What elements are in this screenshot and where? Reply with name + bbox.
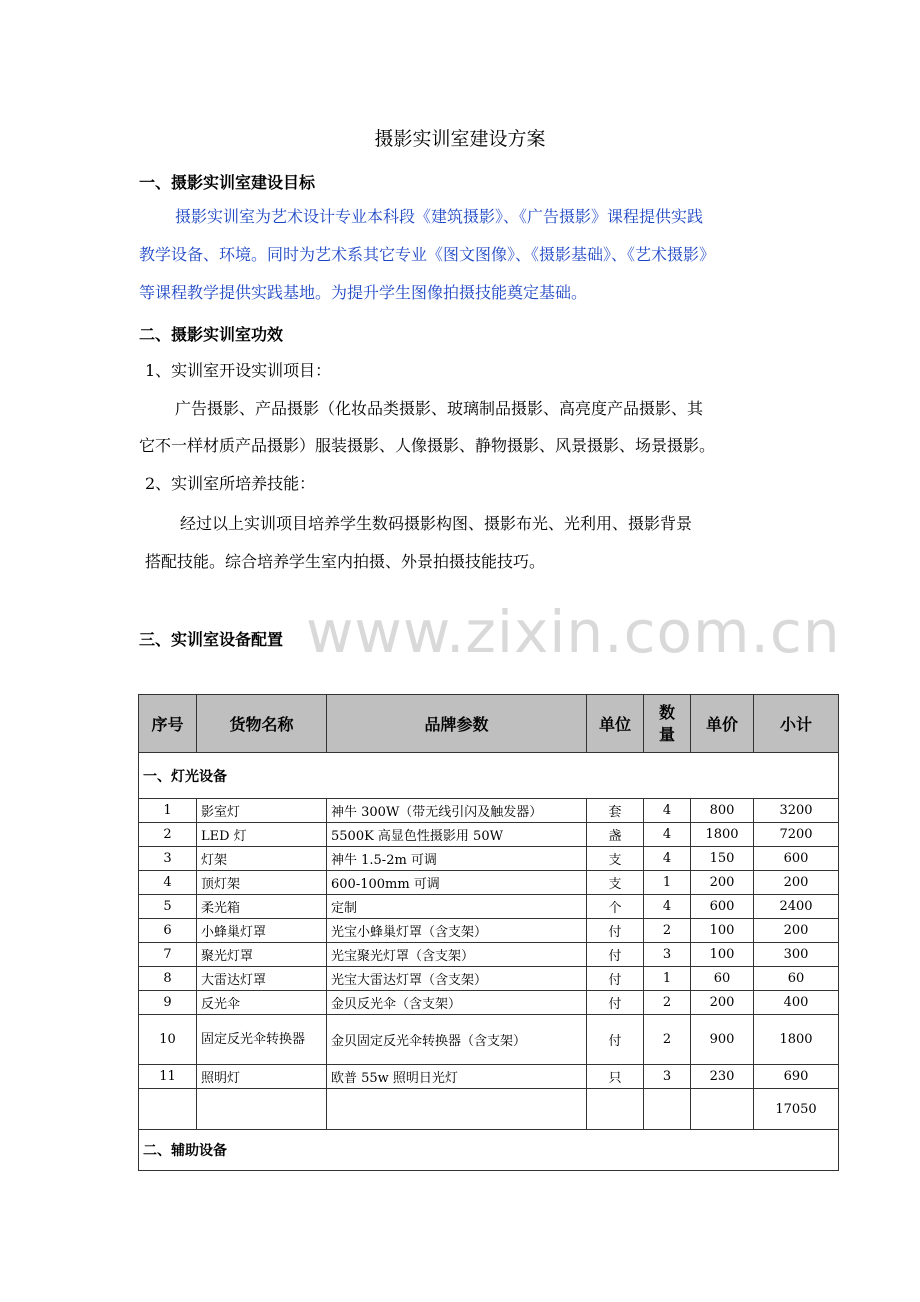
cell-qty: 1 xyxy=(644,967,691,991)
cell-brand: 欧普 55w 照明日光灯 xyxy=(327,1065,587,1089)
cell-name: 柔光箱 xyxy=(197,895,327,919)
cell-unit: 盏 xyxy=(587,823,644,847)
cell-subtotal: 7200 xyxy=(754,823,839,847)
cell-price: 100 xyxy=(691,919,754,943)
cell-subtotal: 600 xyxy=(754,847,839,871)
table-row xyxy=(139,847,839,871)
table-row xyxy=(139,823,839,847)
cell-no: 8 xyxy=(139,967,197,991)
cell-unit: 个 xyxy=(587,895,644,919)
section-1-heading: 一、摄影实训室建设目标 xyxy=(139,173,316,192)
cell-price: 1800 xyxy=(691,823,754,847)
table-row xyxy=(139,1015,839,1065)
cell-unit: 付 xyxy=(587,943,644,967)
cell-name: 大雷达灯罩 xyxy=(197,967,327,991)
table-row xyxy=(139,871,839,895)
cell-price: 900 xyxy=(691,1015,754,1065)
cell-subtotal: 3200 xyxy=(754,799,839,823)
cell-price: 100 xyxy=(691,943,754,967)
cell-subtotal: 200 xyxy=(754,871,839,895)
cell-brand: 神牛 1.5-2m 可调 xyxy=(327,847,587,871)
cell-unit: 只 xyxy=(587,1065,644,1089)
cell-qty: 1 xyxy=(644,871,691,895)
empty-cell xyxy=(587,1089,644,1130)
cell-brand: 金贝反光伞（含支架） xyxy=(327,991,587,1015)
cell-name: 影室灯 xyxy=(197,799,327,823)
cell-price: 600 xyxy=(691,895,754,919)
header-unit: 单位 xyxy=(587,695,644,753)
item-1-title: 1、实训室开设实训项目： xyxy=(145,361,332,380)
table-row xyxy=(139,919,839,943)
cell-name: 反光伞 xyxy=(197,991,327,1015)
cell-subtotal: 1800 xyxy=(754,1015,839,1065)
cell-brand: 光宝大雷达灯罩（含支架） xyxy=(327,967,587,991)
empty-cell xyxy=(644,1089,691,1130)
group-total: 17050 xyxy=(754,1089,839,1130)
table-row xyxy=(139,799,839,823)
header-subtotal: 小计 xyxy=(754,695,839,753)
cell-subtotal: 400 xyxy=(754,991,839,1015)
header-qty-line-2: 量 xyxy=(658,724,675,744)
item-1-line-2: 它不一样材质产品摄影）服装摄影、人像摄影、静物摄影、风景摄影、场景摄影。 xyxy=(139,436,716,455)
cell-subtotal: 690 xyxy=(754,1065,839,1089)
group-row-lighting xyxy=(139,753,839,799)
cell-brand: 600-100mm 可调 xyxy=(327,871,587,895)
cell-qty: 4 xyxy=(644,799,691,823)
cell-no: 10 xyxy=(139,1015,197,1065)
header-brand: 品牌参数 xyxy=(327,695,587,753)
table-row xyxy=(139,991,839,1015)
section-1-line-1: 摄影实训室为艺术设计专业本科段《建筑摄影》、《广告摄影》课程提供实践 xyxy=(175,207,704,226)
cell-qty: 3 xyxy=(644,1065,691,1089)
empty-cell xyxy=(327,1089,587,1130)
empty-cell xyxy=(139,1089,197,1130)
table-row xyxy=(139,1065,839,1089)
header-qty xyxy=(644,695,691,753)
cell-unit: 套 xyxy=(587,799,644,823)
cell-price: 60 xyxy=(691,967,754,991)
empty-cell xyxy=(691,1089,754,1130)
item-1-line-1: 广告摄影、产品摄影（化妆品类摄影、玻璃制品摄影、高亮度产品摄影、其 xyxy=(175,399,704,418)
header-name: 货物名称 xyxy=(197,695,327,753)
cell-brand: 光宝聚光灯罩（含支架） xyxy=(327,943,587,967)
cell-qty: 2 xyxy=(644,919,691,943)
cell-qty: 4 xyxy=(644,847,691,871)
cell-price: 200 xyxy=(691,991,754,1015)
cell-subtotal: 2400 xyxy=(754,895,839,919)
item-2-line-2: 搭配技能。综合培养学生室内拍摄、外景拍摄技能技巧。 xyxy=(145,552,546,571)
document-title: 摄影实训室建设方案 xyxy=(374,128,546,150)
cell-brand: 定制 xyxy=(327,895,587,919)
cell-unit: 付 xyxy=(587,967,644,991)
group-label: 二、辅助设备 xyxy=(139,1130,839,1171)
table-row xyxy=(139,943,839,967)
cell-name: 小蜂巢灯罩 xyxy=(197,919,327,943)
cell-qty: 4 xyxy=(644,895,691,919)
header-price: 单价 xyxy=(691,695,754,753)
cell-no: 11 xyxy=(139,1065,197,1089)
cell-no: 6 xyxy=(139,919,197,943)
cell-subtotal: 60 xyxy=(754,967,839,991)
total-row xyxy=(139,1089,839,1130)
cell-no: 7 xyxy=(139,943,197,967)
watermark: www.zixin.com.cn xyxy=(306,598,841,666)
header-qty-line-1: 数 xyxy=(658,702,675,722)
cell-name: 聚光灯罩 xyxy=(197,943,327,967)
cell-unit: 支 xyxy=(587,847,644,871)
cell-no: 3 xyxy=(139,847,197,871)
cell-no: 1 xyxy=(139,799,197,823)
equipment-table xyxy=(138,694,839,1171)
cell-subtotal: 300 xyxy=(754,943,839,967)
cell-no: 5 xyxy=(139,895,197,919)
cell-name: 照明灯 xyxy=(197,1065,327,1089)
cell-name: 灯架 xyxy=(197,847,327,871)
header-no: 序号 xyxy=(139,695,197,753)
section-2-heading: 二、摄影实训室功效 xyxy=(139,325,284,344)
cell-brand: 神牛 300W（带无线引闪及触发器） xyxy=(327,799,587,823)
item-2-title: 2、实训室所培养技能： xyxy=(145,474,316,493)
group-row-auxiliary xyxy=(139,1130,839,1171)
section-1-line-3: 等课程教学提供实践基地。为提升学生图像拍摄技能奠定基础。 xyxy=(139,283,588,302)
cell-qty: 2 xyxy=(644,1015,691,1065)
cell-qty: 4 xyxy=(644,823,691,847)
section-3-heading: 三、实训室设备配置 xyxy=(139,630,284,649)
cell-qty: 2 xyxy=(644,991,691,1015)
cell-no: 2 xyxy=(139,823,197,847)
cell-brand: 5500K 高显色性摄影用 50W xyxy=(327,823,587,847)
cell-unit: 付 xyxy=(587,1015,644,1065)
table-row xyxy=(139,895,839,919)
cell-unit: 支 xyxy=(587,871,644,895)
cell-brand: 光宝小蜂巢灯罩（含支架） xyxy=(327,919,587,943)
cell-price: 150 xyxy=(691,847,754,871)
cell-qty: 3 xyxy=(644,943,691,967)
cell-brand: 金贝固定反光伞转换器（含支架） xyxy=(327,1015,587,1065)
cell-unit: 付 xyxy=(587,991,644,1015)
cell-name: LED 灯 xyxy=(197,823,327,847)
item-2-line-1: 经过以上实训项目培养学生数码摄影构图、摄影布光、光利用、摄影背景 xyxy=(180,514,693,533)
table-row xyxy=(139,967,839,991)
cell-no: 4 xyxy=(139,871,197,895)
cell-no: 9 xyxy=(139,991,197,1015)
cell-subtotal: 200 xyxy=(754,919,839,943)
cell-price: 200 xyxy=(691,871,754,895)
empty-cell xyxy=(197,1089,327,1130)
table-header-row xyxy=(139,695,839,753)
cell-unit: 付 xyxy=(587,919,644,943)
cell-name: 顶灯架 xyxy=(197,871,327,895)
cell-price: 800 xyxy=(691,799,754,823)
section-1-line-2: 教学设备、环境。同时为艺术系其它专业《图文图像》、《摄影基础》、《艺术摄影》 xyxy=(139,245,716,264)
cell-name: 固定反光伞转换器 xyxy=(197,1015,327,1065)
cell-price: 230 xyxy=(691,1065,754,1089)
group-label: 一、灯光设备 xyxy=(139,753,839,799)
